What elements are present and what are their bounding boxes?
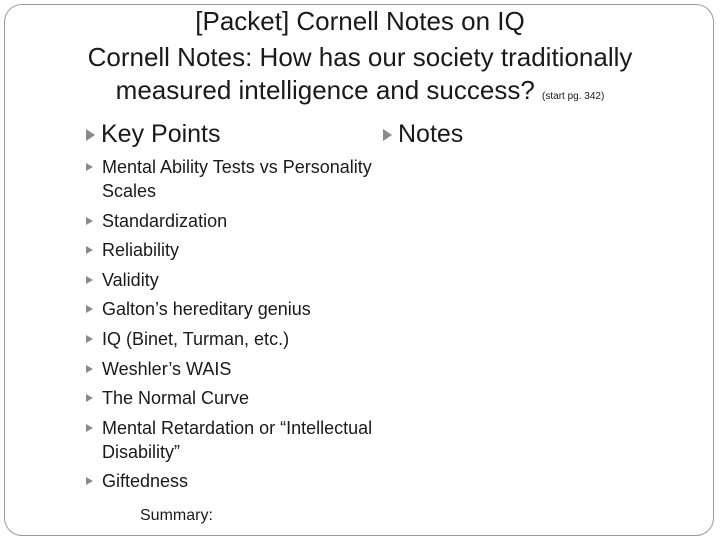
bullet-icon xyxy=(86,276,93,284)
list-item xyxy=(86,357,386,381)
bullet-icon xyxy=(86,424,93,432)
bullet-icon xyxy=(86,246,93,254)
list-item-text: Mental Retardation or “Intellectual Disability” xyxy=(102,417,373,462)
list-item xyxy=(86,297,386,321)
key-points-label: Key Points xyxy=(101,120,221,148)
list-item xyxy=(86,209,386,233)
slide-title: [Packet] Cornell Notes on IQ xyxy=(195,6,525,36)
list-item xyxy=(86,238,386,262)
bullet-icon xyxy=(86,305,93,313)
page-reference: (start pg. 342) xyxy=(542,91,605,102)
notes-heading xyxy=(383,120,463,149)
bullet-icon xyxy=(86,129,95,141)
list-item-text: The Normal Curve xyxy=(102,388,250,409)
bullet-icon xyxy=(86,477,93,485)
list-item xyxy=(86,268,386,292)
key-points-list xyxy=(86,155,386,499)
list-item-text: IQ (Binet, Turman, etc.) xyxy=(102,328,290,349)
list-item xyxy=(86,469,386,493)
notes-label: Notes xyxy=(398,120,464,148)
list-item xyxy=(86,327,386,351)
list-item-text: Reliability xyxy=(102,240,180,261)
list-item xyxy=(86,416,386,464)
bullet-icon xyxy=(86,217,93,225)
list-item-text: Giftedness xyxy=(102,471,189,492)
slide-subtitle-line-2 xyxy=(0,75,720,106)
list-item-text: Galton’s hereditary genius xyxy=(102,299,311,320)
bullet-icon xyxy=(86,394,93,402)
list-item xyxy=(86,155,386,203)
list-item-text: Standardization xyxy=(102,210,228,231)
key-points-heading xyxy=(86,120,221,149)
list-item-text: Mental Ability Tests vs Personality Scales xyxy=(102,157,372,201)
bullet-icon xyxy=(383,129,392,141)
subtitle-question: measured intelligence and success? xyxy=(115,75,535,105)
list-item-text: Weshler’s WAIS xyxy=(102,358,232,379)
bullet-icon xyxy=(86,163,93,171)
summary-label: Summary: xyxy=(140,507,213,524)
slide-subtitle-line-1: Cornell Notes: How has our society traditionally xyxy=(87,42,633,72)
list-item xyxy=(86,386,386,410)
bullet-icon xyxy=(86,365,93,373)
list-item-text: Validity xyxy=(102,269,159,290)
bullet-icon xyxy=(86,335,93,343)
